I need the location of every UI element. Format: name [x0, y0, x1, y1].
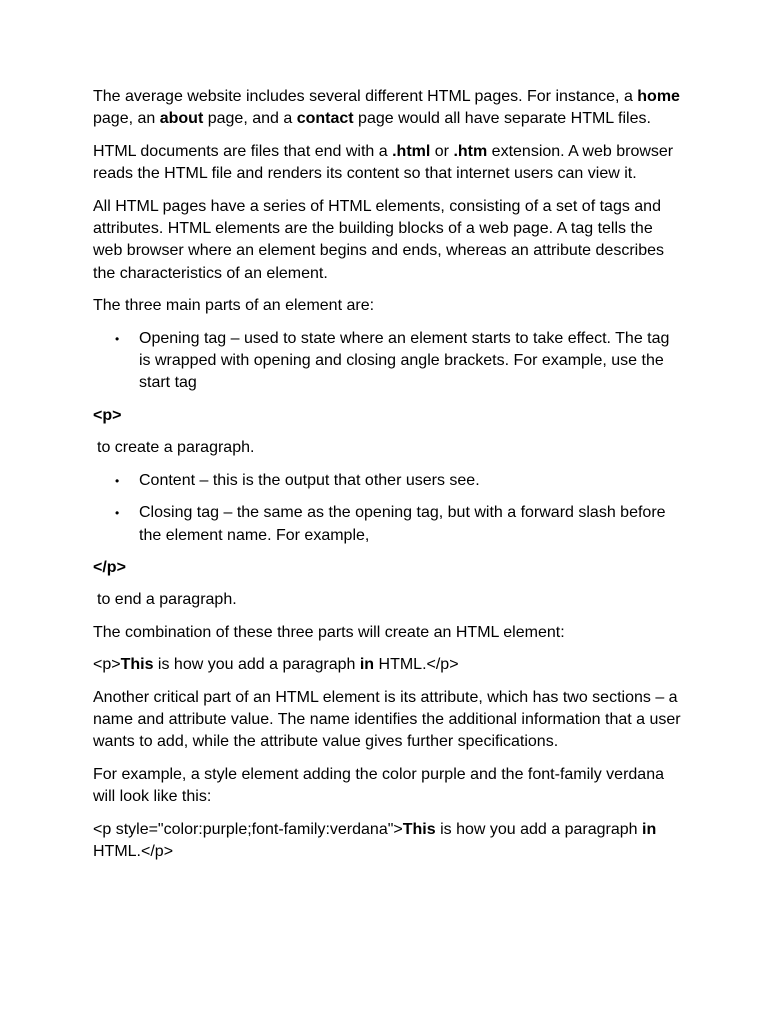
- list-item-content: [93, 470, 683, 492]
- bold-html-ext: .html: [392, 142, 431, 160]
- list-item-text: Opening tag – used to state where an element starts to take effect. The tag is wrapped with opening and closing angle brackets. For example, use the start tag: [139, 329, 670, 392]
- bold-in: in: [642, 820, 657, 838]
- bullet-list-content: [93, 470, 683, 547]
- bold-in: in: [359, 656, 375, 674]
- paragraph-end: to end a paragraph.: [97, 591, 237, 609]
- text-span: HTML.</p>: [93, 842, 174, 860]
- code-text: </p>: [93, 558, 126, 576]
- bullet-icon: •: [115, 473, 120, 488]
- paragraph-combination: The combination of these three parts will create an HTML element:: [93, 623, 565, 641]
- paragraph-three-parts: The three main parts of an element are:: [93, 297, 375, 315]
- text-span: page, and a: [203, 110, 297, 128]
- bullet-icon: •: [115, 506, 120, 521]
- text-span: The average website includes several different HTML pages. For instance, a: [93, 88, 638, 105]
- bold-this: This: [120, 656, 154, 674]
- list-item-closing-tag: [93, 502, 683, 547]
- paragraph-attribute: Another critical part of an HTML element is its attribute, which has two sections – a name and attribute value. The name identifies the additional information that a user wants to add, while the attribute value gives further specifications.: [93, 688, 681, 751]
- paragraph-style-example-intro: For example, a style element adding the color purple and the font-family verdana will look like this:: [93, 765, 664, 806]
- paragraph-create: to create a paragraph.: [97, 439, 255, 457]
- text-span: is how you add a paragraph: [435, 820, 642, 838]
- list-item-text: Content – this is the output that other users see.: [139, 471, 480, 489]
- text-span: HTML documents are files that end with a: [93, 142, 393, 160]
- code-p-close: [93, 557, 683, 579]
- paragraph-elements: All HTML pages have a series of HTML elements, consisting of a set of tags and attributes. HTML elements are the building blocks of a web page. A tag tells the web browser where an element begins and ends, whereas an attribute describes the characteristics of an element.: [93, 197, 664, 282]
- list-item-text: Closing tag – the same as the opening tag, but with a forward slash before the element name. For example,: [139, 504, 666, 544]
- bold-home: home: [637, 88, 680, 105]
- bold-this: This: [402, 820, 436, 838]
- paragraph-intro: [93, 86, 683, 131]
- text-span: is how you add a paragraph: [153, 656, 360, 674]
- bold-about: about: [159, 110, 204, 128]
- code-p-open: [93, 405, 683, 427]
- bold-htm-ext: .htm: [453, 142, 488, 160]
- bold-contact: contact: [296, 110, 354, 128]
- text-span: <p style="color:purple;font-family:verdana">: [93, 820, 403, 838]
- text-span: page, an: [93, 110, 160, 128]
- example-styled-element: [93, 819, 683, 864]
- document-body: [93, 86, 683, 873]
- text-span: extension. A web browser reads the HTML file and renders its content so that internet users can view it.: [93, 142, 674, 183]
- code-text: <p>: [93, 406, 122, 424]
- text-span: or: [430, 142, 454, 160]
- bullet-icon: •: [115, 331, 120, 346]
- paragraph-file-extensions: [93, 141, 683, 186]
- bullet-list-opening: [93, 328, 683, 395]
- text-span: <p>: [93, 656, 121, 674]
- text-span: HTML.</p>: [374, 656, 459, 674]
- example-element: [93, 654, 683, 676]
- text-span: page would all have separate HTML files.: [353, 110, 651, 128]
- list-item-opening-tag: [93, 328, 683, 395]
